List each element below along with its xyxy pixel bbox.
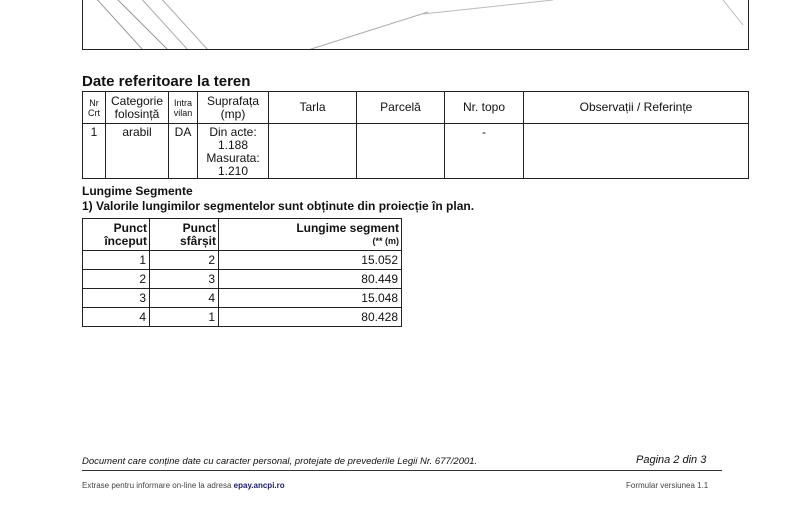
land-data-table bbox=[82, 91, 749, 179]
table-row bbox=[83, 124, 749, 179]
cell-observatii bbox=[524, 124, 749, 179]
cell-tarla bbox=[269, 124, 357, 179]
header-nr-crt: Nr Crt bbox=[83, 92, 106, 124]
header-start-line2: început bbox=[104, 233, 147, 248]
extract-site-link[interactable]: epay.ancpi.ro bbox=[233, 481, 285, 490]
table-row bbox=[83, 289, 402, 308]
section-title: Date referitoare la teren bbox=[82, 73, 251, 90]
table-row bbox=[83, 308, 402, 327]
cell-nr-topo: - bbox=[445, 124, 524, 179]
header-nr-topo: Nr. topo bbox=[445, 92, 524, 124]
footer-divider bbox=[82, 470, 722, 471]
segments-table bbox=[82, 218, 402, 327]
header-end-line1: Punct bbox=[182, 220, 216, 235]
cell-length: 80.428 bbox=[219, 308, 402, 327]
header-punct-inceput bbox=[83, 219, 150, 251]
cell-length: 15.048 bbox=[219, 289, 402, 308]
header-categorie: Categorie folosință bbox=[106, 92, 169, 124]
cell-parcela bbox=[357, 124, 445, 179]
header-tarla: Tarla bbox=[269, 92, 357, 124]
plan-lines bbox=[83, 0, 749, 50]
suprafata-acte-label: Din acte: bbox=[209, 125, 257, 139]
cell-start: 3 bbox=[83, 289, 150, 308]
cell-nr: 1 bbox=[83, 124, 106, 179]
header-punct-sfarsit bbox=[150, 219, 219, 251]
header-end-line2: sfârșit bbox=[179, 233, 216, 248]
cell-start: 2 bbox=[83, 270, 150, 289]
extract-prefix: Extrase pentru informare on-line la adresa bbox=[82, 481, 232, 490]
segments-subtitle: 1) Valorile lungimilor segmentelor sunt obținute din proiecție în plan. bbox=[82, 199, 475, 213]
table-row bbox=[83, 270, 402, 289]
cell-start: 1 bbox=[83, 251, 150, 270]
page-number: Pagina 2 din 3 bbox=[636, 454, 707, 466]
header-length-unit: (** (m) bbox=[372, 235, 399, 246]
cell-end: 1 bbox=[150, 308, 219, 327]
header-intravilan: Intra vilan bbox=[169, 92, 198, 124]
header-observatii: Observații / Referințe bbox=[524, 92, 749, 124]
cell-intravilan: DA bbox=[169, 124, 198, 179]
footer-privacy-note: Document care conține date cu caracter personal, protejate de prevederile Legii Nr. 677/2001. bbox=[82, 456, 478, 467]
header-parcela: Parcelă bbox=[357, 92, 445, 124]
cell-end: 4 bbox=[150, 289, 219, 308]
header-start-line1: Punct bbox=[113, 220, 147, 235]
cell-end: 2 bbox=[150, 251, 219, 270]
header-suprafata: Suprafața (mp) bbox=[198, 92, 269, 124]
form-version: Formular versiunea 1.1 bbox=[626, 481, 709, 490]
header-length-line1: Lungime segment bbox=[296, 220, 399, 235]
segments-title: Lungime Segmente bbox=[82, 184, 193, 198]
footer-extract bbox=[82, 481, 285, 490]
cell-start: 4 bbox=[83, 308, 150, 327]
parcel-plan-drawing bbox=[82, 0, 749, 50]
table-row bbox=[83, 251, 402, 270]
suprafata-masurata-label: Masurata: bbox=[206, 151, 260, 165]
cell-length: 15.052 bbox=[219, 251, 402, 270]
suprafata-acte-value: 1.188 bbox=[217, 138, 249, 152]
cell-suprafata bbox=[198, 124, 269, 179]
table-header-row bbox=[83, 92, 749, 124]
header-lungime bbox=[219, 219, 402, 251]
cell-length: 80.449 bbox=[219, 270, 402, 289]
cell-categorie: arabil bbox=[106, 124, 169, 179]
cell-end: 3 bbox=[150, 270, 219, 289]
segments-header-row bbox=[83, 219, 402, 251]
suprafata-masurata-value: 1.210 bbox=[217, 164, 249, 178]
